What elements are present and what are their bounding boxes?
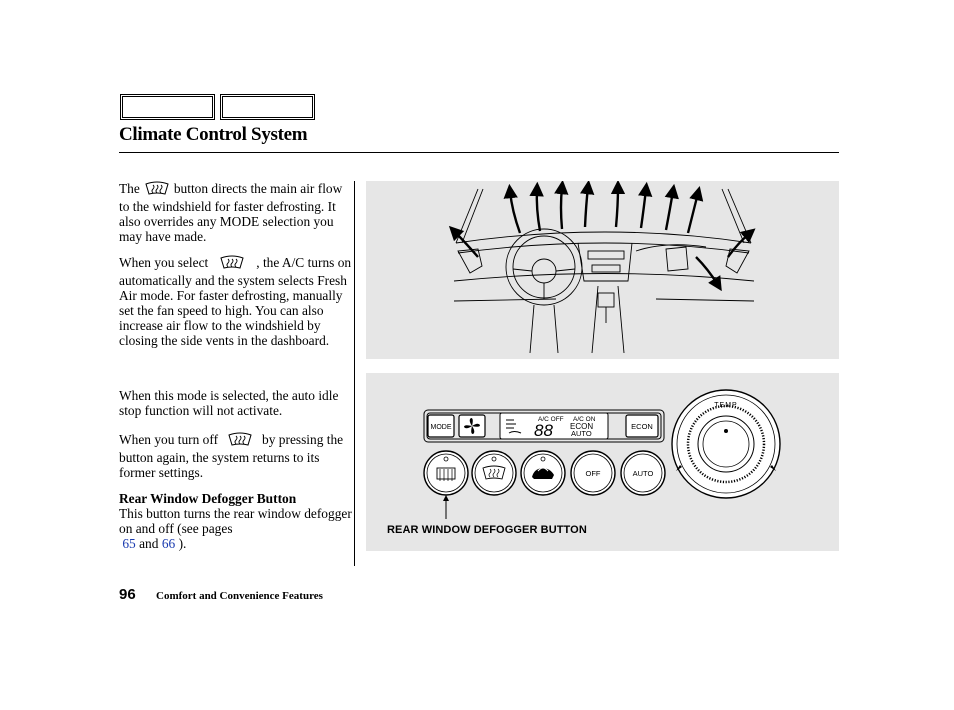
page-title: Climate Control System: [119, 124, 308, 145]
page-link-65[interactable]: 65: [122, 536, 136, 551]
svg-text:OFF: OFF: [585, 469, 601, 478]
column-divider: [354, 181, 355, 566]
fan-button[interactable]: [459, 415, 485, 437]
econ-button[interactable]: [626, 415, 658, 437]
svg-text:ECON: ECON: [570, 422, 594, 431]
paragraph-turn-off: When you turn off by pressing the button again, the system returns to its former settings.: [119, 432, 344, 480]
page-link-66[interactable]: 66: [161, 536, 176, 551]
title-rule: [119, 152, 839, 153]
svg-text:88: 88: [534, 421, 553, 440]
svg-text:TEMP: TEMP: [714, 402, 738, 409]
rear-window-defogger-button[interactable]: [424, 451, 468, 495]
figure-caption: REAR WINDOW DEFOGGER BUTTON: [387, 524, 587, 536]
auto-button[interactable]: [621, 451, 665, 495]
paragraph-select-defrost: When you select , the A/C turns on automatically and the system selects Fresh Air mode. For faster defrosting, manually set the fan speed to high. You can also increase air flow to the windshield by closing the side vents in the dashboard.: [119, 255, 352, 348]
nav-next-box[interactable]: [220, 94, 315, 120]
svg-text:ECON: ECON: [631, 422, 653, 431]
windshield-defrost-icon: [222, 432, 258, 450]
climate-display: [500, 413, 608, 440]
off-button[interactable]: [571, 451, 615, 495]
footer-section-title: Comfort and Convenience Features: [156, 590, 323, 602]
svg-text:AUTO: AUTO: [632, 469, 654, 478]
windshield-defrost-button[interactable]: [472, 451, 516, 495]
nav-prev-box[interactable]: [120, 94, 215, 120]
page-number: 96: [119, 586, 136, 603]
recirculation-button[interactable]: [521, 451, 565, 495]
dashboard-airflow-illustration: [366, 181, 839, 359]
paragraph-idle-stop: When this mode is selected, the auto idle stop function will not activate.: [119, 388, 339, 418]
paragraph-defrost-button: The button directs the main air flow to the windshield for faster defrosting. It also overrides any MODE selection you may have made.: [119, 181, 343, 244]
section-rear-defogger: Rear Window Defogger Button This button turns the rear window defogger on and off (see pages 65 and 66 ).: [119, 491, 354, 551]
svg-text:AUTO: AUTO: [571, 429, 592, 438]
svg-text:MODE: MODE: [430, 424, 452, 431]
svg-text:A/C ON: A/C ON: [573, 416, 596, 423]
section-heading: Rear Window Defogger Button: [119, 491, 297, 506]
caption-pointer: [443, 495, 449, 519]
mode-button[interactable]: [428, 415, 454, 437]
windshield-defrost-icon: [144, 181, 170, 199]
windshield-defrost-icon: [212, 255, 252, 273]
svg-text:A/C OFF: A/C OFF: [538, 416, 564, 423]
temperature-dial[interactable]: [672, 390, 780, 498]
